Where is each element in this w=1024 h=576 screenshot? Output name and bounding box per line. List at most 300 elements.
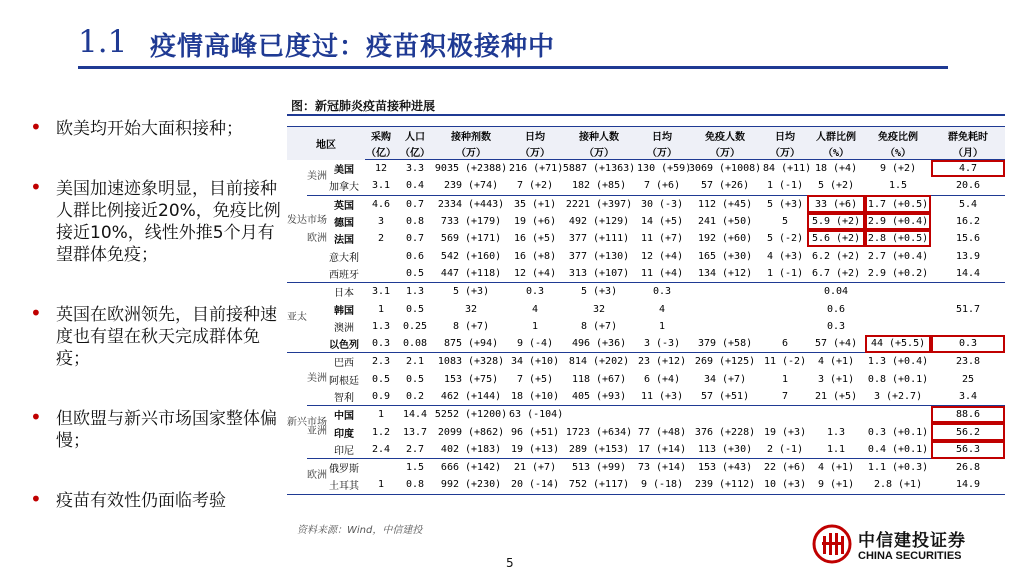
figure-caption: 图：新冠肺炎疫苗接种进展 [291, 99, 436, 113]
table-cell: 10 (+3) [763, 476, 807, 494]
table-cell: 22 (+6) [763, 462, 807, 474]
table-cell: 15.6 [955, 233, 981, 245]
page-number: 5 [506, 556, 514, 570]
column-unit: （万） [687, 143, 763, 160]
table-cell [365, 459, 397, 477]
column-header: 日均 [509, 127, 561, 144]
column-header: 群免耗时 [931, 127, 1005, 144]
table-cell: 2.7 (+0.4) [867, 250, 929, 262]
table-cell: 14 (+5) [640, 216, 684, 228]
table-cell: 9 (+2) [879, 163, 917, 175]
table-cell: 376 (+228) [694, 426, 756, 438]
table-cell: 19 (+13) [509, 441, 561, 459]
table-cell: 13.7 [402, 426, 428, 438]
table-cell: 3 (+2.7) [865, 388, 931, 406]
table-cell: 3.3 [406, 163, 425, 175]
table-cell [687, 300, 763, 317]
table-row [287, 476, 1005, 494]
table-cell: 447 (+118) [433, 265, 509, 283]
country-name: 韩国 [334, 305, 355, 317]
table-cell: 9 (-18) [637, 476, 687, 494]
table-cell: 20 (-14) [509, 476, 561, 494]
column-header: 免疫人数 [687, 127, 763, 144]
table-cell [763, 318, 807, 335]
table-cell: 239 (+112) [687, 476, 763, 494]
source-note: 资料来源：Wind，中信建投 [297, 525, 423, 536]
table-cell: 0.25 [402, 320, 428, 332]
table-cell: 0.3 [365, 335, 397, 353]
table-cell: 5887 (+1363) [562, 163, 636, 175]
table-cell: 26.8 [955, 462, 981, 474]
table-cell: 241 (+50) [697, 216, 753, 228]
table-cell: 496 (+36) [561, 335, 637, 353]
table-cell: 5 (+3) [452, 286, 490, 298]
table-cell: 0.3 (+0.1) [867, 426, 929, 438]
table-cell: 32 [465, 303, 478, 315]
table-cell: 1 [378, 409, 385, 421]
table-cell: 7 (+6) [637, 177, 687, 195]
table-cell: 5 (-2) [766, 233, 804, 245]
table-cell: 12 [375, 163, 388, 175]
table-cell: 6 (+4) [643, 373, 681, 385]
table-cell: 377 (+130) [568, 250, 630, 262]
table-cell: 216 (+71) [509, 163, 564, 175]
bullet-item: • 美国加速迹象明显，目前接种人群比例接近20%，免疫比例接近10%，线性外推5个月有望群体免疫； [30, 175, 281, 265]
table-cell: 1.2 [372, 426, 391, 438]
bullet-item: • 疫苗有效性仍面临考验 [30, 487, 226, 511]
table-cell: 752 (+117) [561, 476, 637, 494]
table-row [287, 213, 1005, 230]
table-cell: 57 (+4) [807, 335, 865, 353]
table-cell: 9 (+1) [807, 476, 865, 494]
bullet-item: • 英国在欧洲领先，目前接种速度也有望在秋天完成群体免疫； [30, 301, 277, 369]
country-name: 澳洲 [334, 322, 355, 334]
table-cell: 0.8 (+0.1) [867, 373, 929, 385]
column-header: 日均 [637, 127, 687, 144]
table-cell: 130 (+59) [637, 163, 692, 175]
table-cell: 4 (+1) [817, 462, 855, 474]
subregion-label: 美洲 [307, 160, 323, 196]
table-cell: 2 (-1) [763, 441, 807, 459]
table-cell: 33 (+6) [807, 195, 865, 213]
table-cell: 379 (+58) [687, 335, 763, 353]
column-header: 人群比例 [807, 127, 865, 144]
table-cell: 1.3 [372, 320, 391, 332]
table-cell: 5.6 (+2) [807, 230, 865, 247]
table-cell: 9035 (+2388) [434, 163, 508, 175]
table-cell: 2 [378, 233, 385, 245]
table-cell: 4.6 [372, 198, 391, 210]
column-unit: （万） [509, 143, 561, 160]
logo-english-text: CHINA SECURITIES [858, 550, 962, 562]
table-cell: 1 [532, 320, 539, 332]
table-cell: 6.2 (+2) [811, 250, 861, 262]
table-cell: 1.1 (+0.3) [867, 462, 929, 474]
table-header-row [287, 127, 1005, 144]
table-row [287, 247, 1005, 264]
table-cell: 1 [378, 303, 385, 315]
column-unit: （亿） [365, 143, 397, 160]
table-cell: 17 (+14) [637, 441, 687, 459]
bullet-dot-icon: • [30, 487, 42, 511]
slide-title [78, 20, 950, 70]
table-cell: 18 (+4) [814, 163, 858, 175]
table-cell: 88.6 [931, 406, 1005, 424]
table-row [287, 160, 1005, 178]
table-row [287, 371, 1005, 388]
table-cell: 0.04 [823, 286, 849, 298]
table-cell: 112 (+45) [697, 198, 753, 210]
table-cell: 5 (+3) [580, 286, 618, 298]
column-unit: （万） [433, 143, 509, 160]
table-cell: 0.5 [406, 373, 425, 385]
table-cell: 34 (+7) [703, 373, 747, 385]
table-cell: 8 (+7) [452, 320, 490, 332]
table-cell [931, 283, 1005, 301]
table-cell: 3 [378, 216, 385, 228]
column-header: 日均 [763, 127, 807, 144]
table-row [287, 283, 1005, 301]
table-cell: 12 (+4) [640, 250, 684, 262]
table-cell: 8 (+7) [580, 320, 618, 332]
table-cell: 3.4 [931, 388, 1005, 406]
table-cell: 134 (+12) [687, 265, 763, 283]
section-number: 1.1 [78, 24, 128, 60]
region-label: 亚太 [287, 283, 307, 353]
table-cell: 1.3 [406, 286, 425, 298]
country-name: 智利 [323, 388, 365, 406]
subregion-label: 美洲 [307, 353, 323, 406]
table-cell: 0.5 [406, 303, 425, 315]
table-cell: 1.3 (+0.4) [867, 356, 929, 368]
table-cell: 1.7 (+0.5) [865, 195, 931, 213]
table-cell: 0.7 [406, 233, 425, 245]
bullet-item: • 欧美均开始大面积接种； [30, 115, 243, 139]
company-logo [812, 524, 1012, 570]
table-cell: 462 (+144) [433, 388, 509, 406]
table-cell: 0.4 [397, 177, 433, 195]
column-unit: （亿） [397, 143, 433, 160]
table-cell: 814 (+202) [568, 356, 630, 368]
table-cell: 2.9 (+0.4) [865, 213, 931, 230]
table-cell: 3.1 [372, 286, 391, 298]
table-cell: 0.5 [372, 373, 391, 385]
table-cell: 733 (+179) [440, 216, 502, 228]
table-cell: 1 (-1) [763, 177, 807, 195]
table-cell [365, 265, 397, 283]
bullet-item: • 但欧盟与新兴市场国家整体偏慢； [30, 405, 277, 451]
column-header-region: 地区 [287, 127, 365, 160]
table-cell [865, 318, 931, 335]
table-cell: 16.2 [955, 216, 981, 228]
table-cell: 19 (+6) [513, 216, 557, 228]
table-cell: 153 (+75) [443, 373, 499, 385]
table-cell: 5.4 [959, 198, 978, 210]
subregion-label: 欧洲 [307, 195, 323, 282]
table-cell: 4 (+1) [817, 356, 855, 368]
subregion-label: 亚洲 [307, 406, 323, 459]
table-cell: 4 [532, 303, 539, 315]
table-row [287, 441, 1005, 459]
figure-divider [287, 114, 1005, 116]
table-cell: 0.2 [397, 388, 433, 406]
table-row [287, 423, 1005, 440]
table-cell [931, 318, 1005, 335]
country-name: 日本 [334, 288, 355, 300]
table-cell: 0.6 [406, 250, 425, 262]
table-cell: 0.8 [397, 476, 433, 494]
logo-chinese-text: 中信建投证券 [858, 531, 966, 551]
bullet-dot-icon: • [30, 405, 42, 429]
table-cell: 7 [763, 388, 807, 406]
table-cell: 3.1 [365, 177, 397, 195]
bullet-list [30, 115, 285, 512]
column-unit: （%） [865, 143, 931, 160]
table-cell: 23.8 [955, 356, 981, 368]
table-cell: 0.9 [365, 388, 397, 406]
table-row [287, 388, 1005, 406]
table-cell: 3069 (+1008) [688, 163, 762, 175]
table-cell [865, 406, 931, 424]
subregion-label [307, 283, 323, 353]
table-cell: 30 (-3) [640, 198, 684, 210]
table-cell: 377 (+111) [568, 233, 630, 245]
table-cell: 192 (+60) [697, 233, 753, 245]
table-cell: 2.7 [397, 441, 433, 459]
table-cell: 6 [763, 335, 807, 353]
table-row [287, 195, 1005, 213]
table-cell [763, 283, 807, 301]
table-cell: 1 [659, 320, 666, 332]
table-row [287, 300, 1005, 317]
table-cell: 992 (+230) [433, 476, 509, 494]
table-cell: 56.2 [931, 423, 1005, 440]
table-cell: 2221 (+397) [565, 198, 633, 210]
table-cell [687, 283, 763, 301]
table-cell [687, 406, 763, 424]
table-cell: 14.4 [931, 265, 1005, 283]
column-header: 免疫比例 [865, 127, 931, 144]
table-cell: 1.3 [827, 426, 846, 438]
table-cell: 44 (+5.5) [865, 335, 931, 353]
table-cell: 875 (+94) [433, 335, 509, 353]
country-name: 俄罗斯 [329, 464, 360, 476]
table-cell [763, 406, 807, 424]
country-name: 印度 [334, 428, 355, 440]
table-cell: 313 (+107) [561, 265, 637, 283]
table-cell: 165 (+30) [697, 250, 753, 262]
table-cell: 0.3 [526, 286, 545, 298]
table-cell [865, 283, 931, 301]
table-cell: 63 (-104) [509, 409, 564, 421]
table-cell [561, 406, 637, 424]
table-cell: 19 (+3) [763, 426, 807, 438]
table-cell: 0.5 [397, 265, 433, 283]
table-cell [865, 300, 931, 317]
table-cell: 1083 (+328) [437, 356, 505, 368]
table-cell: 1 [365, 476, 397, 494]
column-header: 人口 [397, 127, 433, 144]
bullet-dot-icon: • [30, 115, 42, 139]
table-cell: 7 (+2) [509, 177, 561, 195]
table-cell: 118 (+67) [571, 373, 627, 385]
table-cell: 0.6 [827, 303, 846, 315]
subregion-label: 欧洲 [307, 459, 323, 495]
table-cell: 13.9 [955, 250, 981, 262]
table-cell: 3 (-3) [637, 335, 687, 353]
table-cell: 492 (+129) [568, 216, 630, 228]
table-cell: 57 (+26) [687, 177, 763, 195]
table-cell: 2.8 (+0.5) [865, 230, 931, 247]
country-name: 美国 [334, 164, 355, 176]
column-unit: （万） [561, 143, 637, 160]
table-cell: 0.7 [406, 198, 425, 210]
table-cell: 23 (+12) [637, 356, 687, 368]
table-cell: 14.9 [931, 476, 1005, 494]
country-name: 阿根廷 [329, 375, 360, 387]
table-cell: 20.6 [931, 177, 1005, 195]
table-cell: 569 (+171) [440, 233, 502, 245]
table-cell: 7 (+5) [516, 373, 554, 385]
table-cell: 2099 (+862) [437, 426, 505, 438]
table-cell: 96 (+51) [510, 426, 560, 438]
table-cell: 77 (+48) [637, 426, 687, 438]
table-cell: 21 (+7) [513, 462, 557, 474]
bullet-dot-icon: • [30, 301, 42, 325]
table-cell: 0.4 (+0.1) [865, 441, 931, 459]
table-cell: 4.7 [931, 160, 1005, 178]
table-cell: 5 [782, 216, 789, 228]
table-cell: 2.1 [406, 356, 425, 368]
country-name: 巴西 [334, 358, 355, 370]
table-cell [807, 406, 865, 424]
title-divider [78, 66, 948, 69]
table-cell: 1 (-1) [763, 265, 807, 283]
table-cell: 1.5 [865, 177, 931, 195]
table-cell: 1723 (+634) [565, 426, 633, 438]
table-cell: 14.4 [402, 409, 428, 421]
table-cell: 3 (+1) [817, 373, 855, 385]
table-cell: 5 (+3) [766, 198, 804, 210]
table-cell: 57 (+51) [687, 388, 763, 406]
table-cell: 402 (+183) [433, 441, 509, 459]
table-cell: 51.7 [955, 303, 981, 315]
table-cell: 16 (+8) [513, 250, 557, 262]
table-cell: 113 (+30) [687, 441, 763, 459]
table-cell: 2.3 [372, 356, 391, 368]
table-cell [637, 406, 687, 424]
table-cell: 0.08 [397, 335, 433, 353]
table-cell: 5.9 (+2) [807, 213, 865, 230]
table-row [287, 265, 1005, 283]
title-text: 疫情高峰已度过：疫苗积极接种中 [150, 32, 556, 62]
table-cell: 2334 (+443) [437, 198, 505, 210]
table-cell: 9 (-4) [509, 335, 561, 353]
country-name: 中国 [334, 411, 355, 423]
column-unit: （%） [807, 143, 865, 160]
country-name: 法国 [334, 235, 355, 247]
table-cell: 16 (+5) [513, 233, 557, 245]
table-cell: 182 (+85) [561, 177, 637, 195]
table-cell: 666 (+142) [440, 462, 502, 474]
table-cell: 18 (+10) [509, 388, 561, 406]
table-cell: 25 [962, 373, 975, 385]
table-cell [763, 300, 807, 317]
table-cell: 5252 (+1200) [434, 409, 508, 421]
table-cell: 56.3 [931, 441, 1005, 459]
table-cell: 4 [659, 303, 666, 315]
region-label: 发达市场 [287, 160, 307, 283]
table-cell: 11 (+3) [637, 388, 687, 406]
table-cell: 11 (-2) [763, 356, 807, 368]
table-cell: 11 (+4) [637, 265, 687, 283]
table-cell: 289 (+153) [561, 441, 637, 459]
column-unit: （月） [931, 143, 1005, 160]
table-cell: 84 (+11) [763, 163, 812, 175]
table-cell: 11 (+7) [640, 233, 684, 245]
column-header: 接种人数 [561, 127, 637, 144]
country-name: 以色列 [323, 335, 365, 353]
column-unit: （万） [763, 143, 807, 160]
table-cell: 21 (+5) [807, 388, 865, 406]
table-header-units-row [287, 143, 1005, 160]
table-row [287, 406, 1005, 424]
table-cell: 405 (+93) [561, 388, 637, 406]
table-cell: 1.1 [807, 441, 865, 459]
country-name: 德国 [334, 218, 355, 230]
country-name: 意大利 [329, 252, 360, 264]
table-cell: 513 (+99) [571, 462, 627, 474]
table-cell [687, 318, 763, 335]
table-cell: 35 (+1) [513, 198, 557, 210]
table-cell: 0.3 [931, 335, 1005, 353]
table-cell: 5 (+2) [807, 177, 865, 195]
table-row [287, 230, 1005, 247]
table-row [287, 459, 1005, 477]
column-header: 采购 [365, 127, 397, 144]
table-row [287, 353, 1005, 371]
table-cell: 4 (+3) [766, 250, 804, 262]
column-header: 接种剂数 [433, 127, 509, 144]
table-cell: 2.9 (+0.2) [865, 265, 931, 283]
table-cell: 0.8 [406, 216, 425, 228]
table-cell: 1 [782, 373, 789, 385]
table-cell: 0.3 [653, 286, 672, 298]
table-cell: 269 (+125) [694, 356, 756, 368]
table-cell: 73 (+14) [637, 462, 687, 474]
region-label: 新兴市场 [287, 353, 307, 494]
table-row [287, 335, 1005, 353]
country-name: 英国 [334, 200, 355, 212]
country-name: 西班牙 [323, 265, 365, 283]
country-name: 印尼 [323, 441, 365, 459]
table-cell [365, 247, 397, 264]
column-unit: （万） [637, 143, 687, 160]
table-row [287, 177, 1005, 195]
vaccination-table [287, 126, 1005, 495]
table-cell: 2.4 [365, 441, 397, 459]
table-cell: 34 (+10) [510, 356, 560, 368]
table-cell: 153 (+43) [697, 462, 753, 474]
table-cell: 239 (+74) [433, 177, 509, 195]
table-row [287, 318, 1005, 335]
logo-mark-icon [812, 524, 852, 564]
table-cell: 1.5 [406, 462, 425, 474]
table-cell: 2.8 (+1) [865, 476, 931, 494]
table-cell: 12 (+4) [509, 265, 561, 283]
country-name: 加拿大 [323, 177, 365, 195]
table-cell: 6.7 (+2) [807, 265, 865, 283]
